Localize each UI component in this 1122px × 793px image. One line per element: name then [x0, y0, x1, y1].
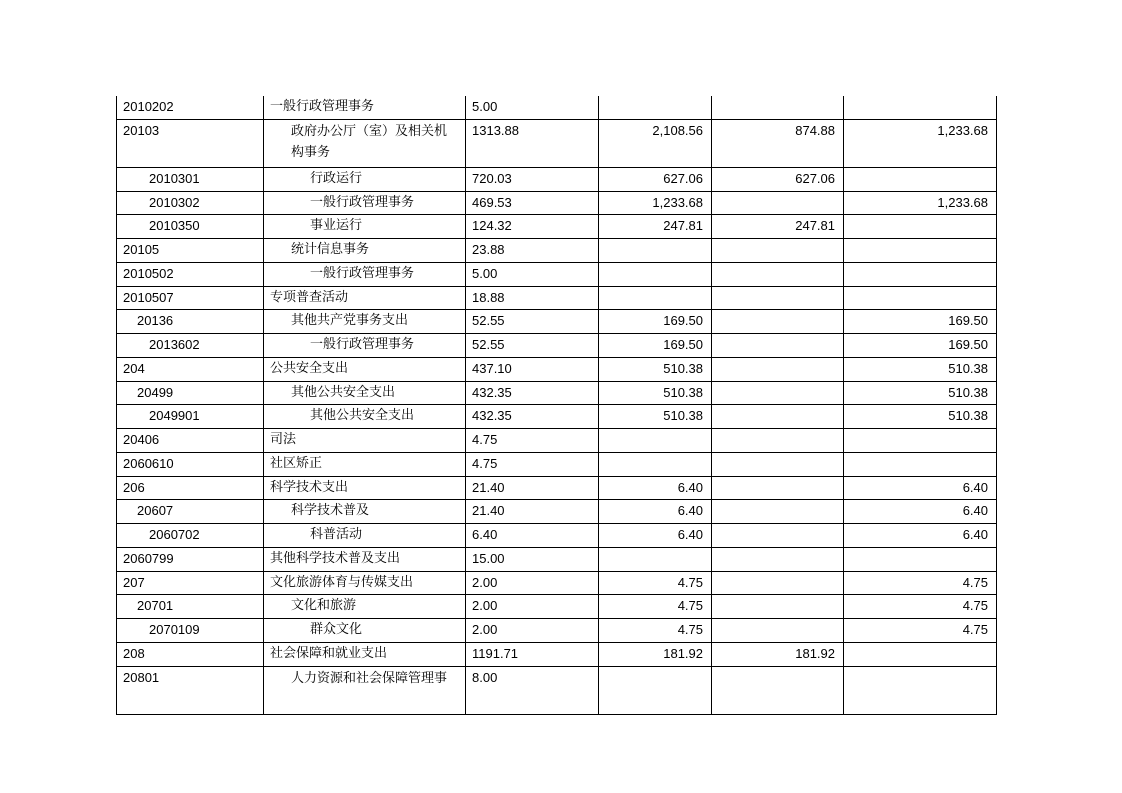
- cell-code: 206: [117, 476, 264, 500]
- cell-code: 20801: [117, 666, 264, 714]
- cell-code: 2010301: [117, 167, 264, 191]
- cell-value-4: 510.38: [844, 381, 997, 405]
- cell-value-3: [712, 595, 844, 619]
- cell-value-3: [712, 476, 844, 500]
- cell-value-1: 437.10: [466, 357, 599, 381]
- cell-name: 专项普查活动: [264, 286, 466, 310]
- cell-name: 公共安全支出: [264, 357, 466, 381]
- cell-name: 社会保障和就业支出: [264, 642, 466, 666]
- cell-value-4: [844, 452, 997, 476]
- cell-code: 2010502: [117, 262, 264, 286]
- cell-value-2: 247.81: [599, 215, 712, 239]
- cell-value-4: 169.50: [844, 334, 997, 358]
- table-row: [117, 429, 997, 453]
- cell-value-2: 4.75: [599, 619, 712, 643]
- cell-value-2: [599, 96, 712, 119]
- cell-code: 20499: [117, 381, 264, 405]
- cell-value-3: [712, 571, 844, 595]
- cell-value-3: [712, 381, 844, 405]
- cell-value-3: [712, 666, 844, 714]
- cell-value-3: [712, 96, 844, 119]
- cell-name: 其他科学技术普及支出: [264, 547, 466, 571]
- cell-value-1: 2.00: [466, 619, 599, 643]
- cell-name: 其他共产党事务支出: [264, 310, 466, 334]
- cell-value-1: 469.53: [466, 191, 599, 215]
- cell-value-1: 4.75: [466, 452, 599, 476]
- cell-value-4: 1,233.68: [844, 191, 997, 215]
- cell-code: 2060610: [117, 452, 264, 476]
- cell-value-1: 21.40: [466, 476, 599, 500]
- cell-value-2: [599, 666, 712, 714]
- cell-code: 208: [117, 642, 264, 666]
- cell-value-2: 6.40: [599, 524, 712, 548]
- cell-value-3: [712, 524, 844, 548]
- table-row: [117, 239, 997, 263]
- table-row: [117, 642, 997, 666]
- table-row: [117, 167, 997, 191]
- table-row: [117, 96, 997, 119]
- cell-code: 20607: [117, 500, 264, 524]
- cell-value-2: 4.75: [599, 595, 712, 619]
- table-row: [117, 357, 997, 381]
- cell-value-4: 1,233.68: [844, 119, 997, 167]
- cell-value-3: [712, 619, 844, 643]
- cell-value-4: 510.38: [844, 405, 997, 429]
- cell-value-4: 6.40: [844, 500, 997, 524]
- cell-code: 2013602: [117, 334, 264, 358]
- cell-value-1: 2.00: [466, 571, 599, 595]
- cell-code: 2049901: [117, 405, 264, 429]
- cell-value-2: 627.06: [599, 167, 712, 191]
- table-row: [117, 619, 997, 643]
- cell-value-4: [844, 547, 997, 571]
- cell-value-4: 4.75: [844, 571, 997, 595]
- table-row: [117, 547, 997, 571]
- table-row: [117, 571, 997, 595]
- cell-name: 一般行政管理事务: [264, 334, 466, 358]
- cell-value-3: [712, 500, 844, 524]
- cell-value-2: [599, 547, 712, 571]
- table-row: [117, 405, 997, 429]
- cell-value-1: 1191.71: [466, 642, 599, 666]
- cell-value-2: 6.40: [599, 476, 712, 500]
- cell-value-2: [599, 239, 712, 263]
- cell-value-2: 510.38: [599, 405, 712, 429]
- table-body: [117, 96, 997, 714]
- cell-value-3: 247.81: [712, 215, 844, 239]
- cell-name: 群众文化: [264, 619, 466, 643]
- cell-value-3: 627.06: [712, 167, 844, 191]
- cell-name: 科普活动: [264, 524, 466, 548]
- cell-name: 政府办公厅（室）及相关机构事务: [264, 119, 466, 167]
- cell-value-4: [844, 215, 997, 239]
- cell-value-3: [712, 191, 844, 215]
- cell-value-4: 4.75: [844, 595, 997, 619]
- cell-value-1: 21.40: [466, 500, 599, 524]
- cell-value-4: [844, 666, 997, 714]
- cell-name: 社区矫正: [264, 452, 466, 476]
- table-row: [117, 666, 997, 714]
- cell-value-4: [844, 642, 997, 666]
- cell-value-3: [712, 429, 844, 453]
- cell-value-3: [712, 405, 844, 429]
- cell-code: 204: [117, 357, 264, 381]
- cell-name: 其他公共安全支出: [264, 405, 466, 429]
- cell-code: 20136: [117, 310, 264, 334]
- cell-value-1: 432.35: [466, 381, 599, 405]
- cell-name: 文化旅游体育与传媒支出: [264, 571, 466, 595]
- cell-value-4: 169.50: [844, 310, 997, 334]
- cell-value-1: 52.55: [466, 334, 599, 358]
- cell-value-3: [712, 452, 844, 476]
- cell-code: 20105: [117, 239, 264, 263]
- cell-value-1: 4.75: [466, 429, 599, 453]
- table-row: [117, 215, 997, 239]
- cell-name: 行政运行: [264, 167, 466, 191]
- cell-value-1: 5.00: [466, 96, 599, 119]
- cell-code: 2070109: [117, 619, 264, 643]
- cell-name: 文化和旅游: [264, 595, 466, 619]
- cell-value-1: 5.00: [466, 262, 599, 286]
- cell-value-4: [844, 429, 997, 453]
- cell-value-1: 1313.88: [466, 119, 599, 167]
- cell-code: 2010202: [117, 96, 264, 119]
- cell-name: 人力资源和社会保障管理事: [264, 666, 466, 714]
- table-row: [117, 476, 997, 500]
- cell-code: 2010507: [117, 286, 264, 310]
- table-row: [117, 119, 997, 167]
- cell-value-4: 510.38: [844, 357, 997, 381]
- cell-value-4: 6.40: [844, 524, 997, 548]
- cell-value-3: [712, 262, 844, 286]
- cell-code: 2010350: [117, 215, 264, 239]
- cell-value-2: [599, 429, 712, 453]
- table-row: [117, 286, 997, 310]
- cell-name: 科学技术支出: [264, 476, 466, 500]
- cell-value-1: 6.40: [466, 524, 599, 548]
- table-row: [117, 452, 997, 476]
- cell-value-4: 4.75: [844, 619, 997, 643]
- cell-value-4: [844, 239, 997, 263]
- cell-name: 司法: [264, 429, 466, 453]
- table-row: [117, 381, 997, 405]
- cell-value-3: [712, 357, 844, 381]
- cell-value-1: 124.32: [466, 215, 599, 239]
- cell-value-2: 169.50: [599, 310, 712, 334]
- cell-value-2: 169.50: [599, 334, 712, 358]
- cell-value-1: 432.35: [466, 405, 599, 429]
- table-row: [117, 191, 997, 215]
- table-row: [117, 310, 997, 334]
- budget-table: [116, 96, 997, 715]
- cell-value-3: [712, 286, 844, 310]
- cell-value-3: [712, 310, 844, 334]
- cell-value-2: 510.38: [599, 381, 712, 405]
- table-row: [117, 500, 997, 524]
- cell-name: 一般行政管理事务: [264, 262, 466, 286]
- cell-value-4: [844, 262, 997, 286]
- cell-value-1: 720.03: [466, 167, 599, 191]
- cell-value-3: [712, 239, 844, 263]
- cell-value-1: 18.88: [466, 286, 599, 310]
- cell-value-4: [844, 286, 997, 310]
- cell-code: 2060799: [117, 547, 264, 571]
- cell-name: 其他公共安全支出: [264, 381, 466, 405]
- cell-code: 20103: [117, 119, 264, 167]
- cell-name: 一般行政管理事务: [264, 96, 466, 119]
- cell-value-2: [599, 262, 712, 286]
- cell-value-2: 4.75: [599, 571, 712, 595]
- cell-code: 20701: [117, 595, 264, 619]
- cell-name: 一般行政管理事务: [264, 191, 466, 215]
- cell-value-2: 2,108.56: [599, 119, 712, 167]
- cell-value-2: [599, 286, 712, 310]
- cell-value-4: [844, 96, 997, 119]
- cell-code: 207: [117, 571, 264, 595]
- cell-value-1: 8.00: [466, 666, 599, 714]
- cell-value-2: 181.92: [599, 642, 712, 666]
- cell-value-3: 874.88: [712, 119, 844, 167]
- table-row: [117, 595, 997, 619]
- cell-code: 2060702: [117, 524, 264, 548]
- cell-value-1: 23.88: [466, 239, 599, 263]
- table-row: [117, 524, 997, 548]
- cell-code: 20406: [117, 429, 264, 453]
- cell-value-1: 52.55: [466, 310, 599, 334]
- cell-value-2: 510.38: [599, 357, 712, 381]
- cell-code: 2010302: [117, 191, 264, 215]
- cell-value-2: [599, 452, 712, 476]
- table-row: [117, 334, 997, 358]
- cell-value-2: 1,233.68: [599, 191, 712, 215]
- cell-name: 科学技术普及: [264, 500, 466, 524]
- cell-value-3: [712, 547, 844, 571]
- cell-value-3: [712, 334, 844, 358]
- cell-value-4: 6.40: [844, 476, 997, 500]
- cell-name: 统计信息事务: [264, 239, 466, 263]
- cell-value-2: 6.40: [599, 500, 712, 524]
- cell-name: 事业运行: [264, 215, 466, 239]
- cell-value-1: 15.00: [466, 547, 599, 571]
- cell-value-1: 2.00: [466, 595, 599, 619]
- cell-value-3: 181.92: [712, 642, 844, 666]
- table-row: [117, 262, 997, 286]
- cell-value-4: [844, 167, 997, 191]
